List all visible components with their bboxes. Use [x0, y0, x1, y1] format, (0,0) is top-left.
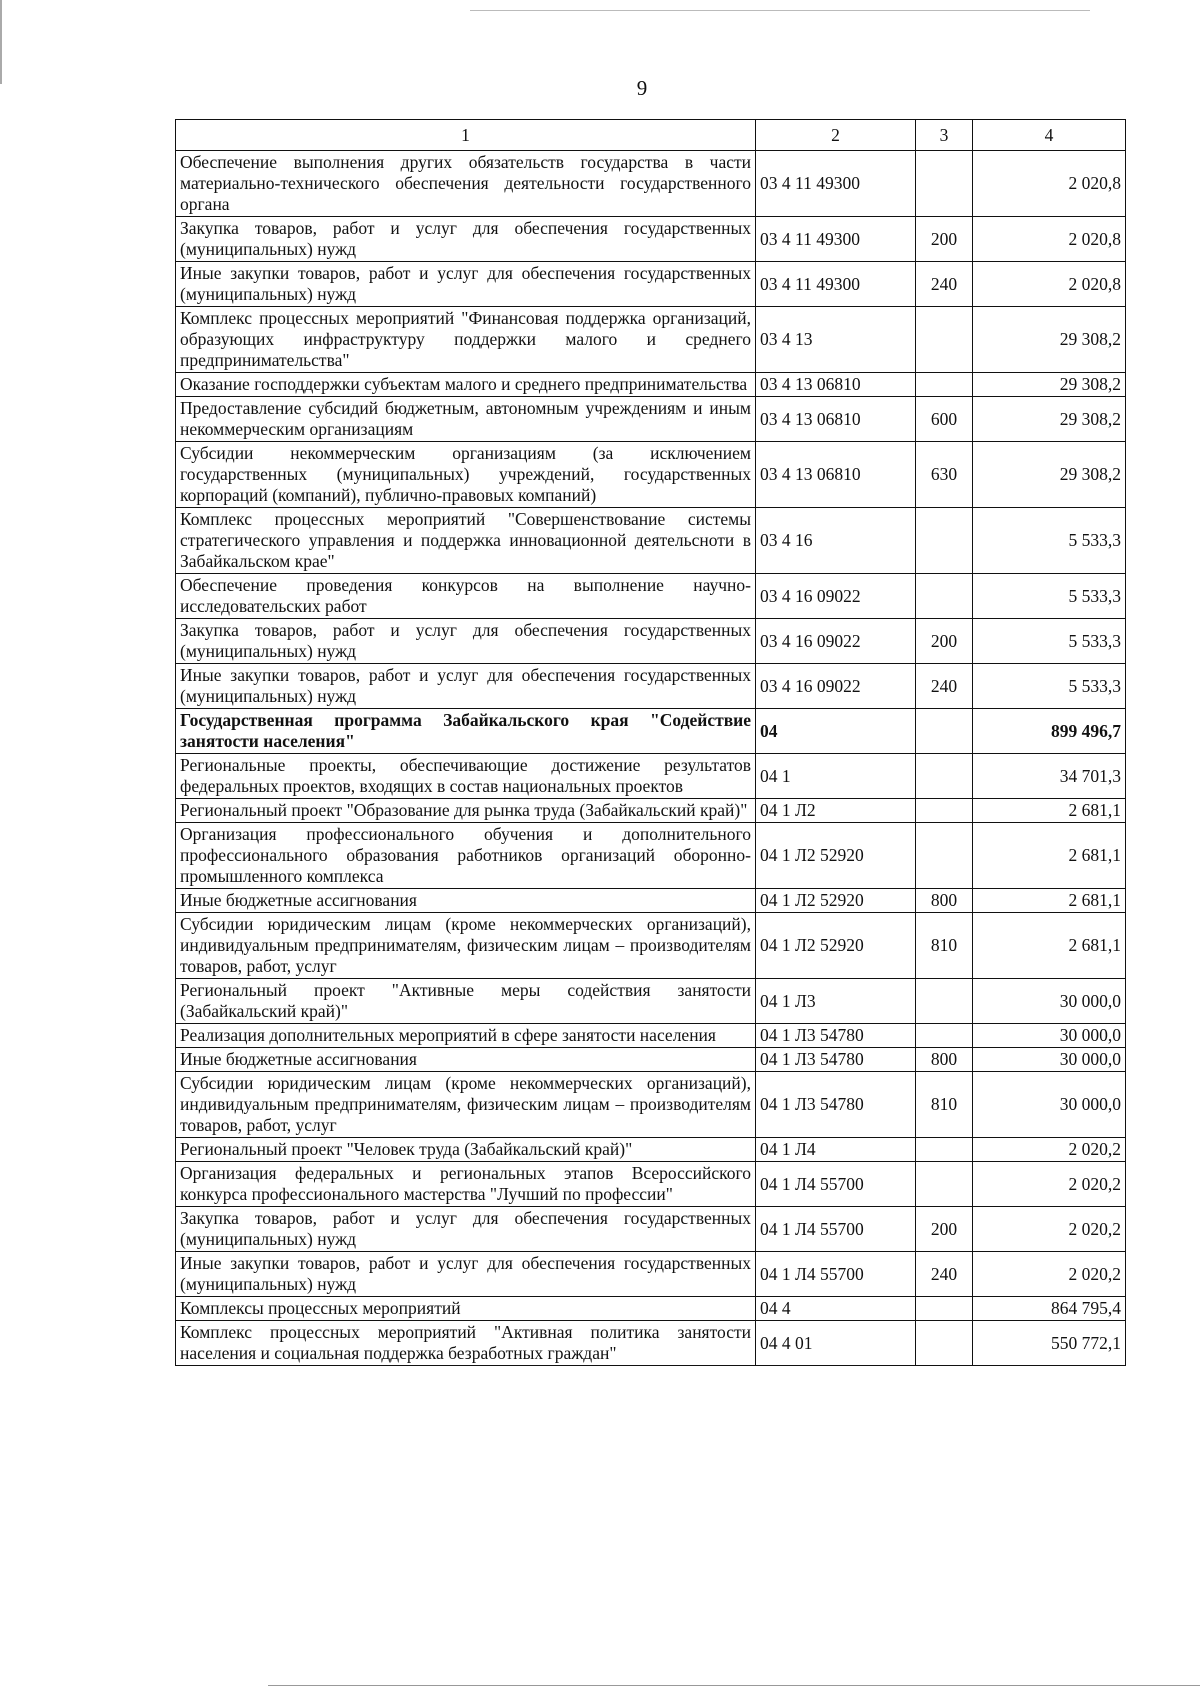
table-row: [176, 1207, 1126, 1252]
row-sum: 2 681,1: [973, 889, 1126, 913]
row-name: Обеспечение проведения конкурсов на выполнение научно-исследовательских работ: [176, 574, 756, 619]
table-row: [176, 307, 1126, 373]
row-code: 03 4 16 09022: [756, 574, 916, 619]
table-row: [176, 262, 1126, 307]
row-sum: 29 308,2: [973, 397, 1126, 442]
row-name: Организация профессионального обучения и дополнительного профессионального образования работников организаций оборонно-промышленного комплекса: [176, 823, 756, 889]
table-row: [176, 1138, 1126, 1162]
row-code: 03 4 16 09022: [756, 619, 916, 664]
scan-line-top: [470, 10, 1090, 11]
row-sum: 5 533,3: [973, 574, 1126, 619]
table-row: [176, 1072, 1126, 1138]
row-kvr: 630: [916, 442, 973, 508]
table-row: [176, 1048, 1126, 1072]
table-row: [176, 664, 1126, 709]
row-sum: 2 020,8: [973, 151, 1126, 217]
scan-edge-artifact: [0, 0, 2, 84]
row-name: Закупка товаров, работ и услуг для обеспечения государственных (муниципальных) нужд: [176, 1207, 756, 1252]
row-sum: 2 020,8: [973, 217, 1126, 262]
table-row: [176, 1024, 1126, 1048]
row-code: 04 1 Л4 55700: [756, 1252, 916, 1297]
row-sum: 5 533,3: [973, 619, 1126, 664]
row-name: Комплекс процессных мероприятий "Активная политика занятости населения и социальная поддержка безработных граждан": [176, 1321, 756, 1366]
row-kvr: [916, 373, 973, 397]
row-code: 04 1 Л2 52920: [756, 913, 916, 979]
row-name: Иные бюджетные ассигнования: [176, 889, 756, 913]
row-code: 03 4 13 06810: [756, 397, 916, 442]
row-kvr: [916, 508, 973, 574]
row-name: Предоставление субсидий бюджетным, автономным учреждениям и иным некоммерческим организациям: [176, 397, 756, 442]
table-row: [176, 1162, 1126, 1207]
row-kvr: [916, 709, 973, 754]
row-kvr: 240: [916, 262, 973, 307]
row-sum: 29 308,2: [973, 442, 1126, 508]
row-sum: 2 020,2: [973, 1252, 1126, 1297]
row-code: 04 1 Л3 54780: [756, 1048, 916, 1072]
table-row: [176, 397, 1126, 442]
row-kvr: 600: [916, 397, 973, 442]
header-col-code: 2: [756, 120, 916, 151]
table-row: [176, 823, 1126, 889]
row-sum: 30 000,0: [973, 979, 1126, 1024]
row-code: 03 4 11 49300: [756, 151, 916, 217]
row-code: 04 1 Л3 54780: [756, 1024, 916, 1048]
row-code: 03 4 11 49300: [756, 262, 916, 307]
row-kvr: [916, 1162, 973, 1207]
row-kvr: [916, 151, 973, 217]
table-row: [176, 1321, 1126, 1366]
row-sum: 30 000,0: [973, 1048, 1126, 1072]
header-col-kvr: 3: [916, 120, 973, 151]
row-sum: 30 000,0: [973, 1072, 1126, 1138]
row-name: Иные бюджетные ассигнования: [176, 1048, 756, 1072]
row-name: Субсидии юридическим лицам (кроме некоммерческих организаций), индивидуальным предпринимателям, физическим лицам – производителям товаров, работ, услуг: [176, 913, 756, 979]
table-row: [176, 979, 1126, 1024]
row-code: 04 1 Л4 55700: [756, 1207, 916, 1252]
page-number: 9: [636, 76, 648, 100]
row-kvr: 200: [916, 1207, 973, 1252]
budget-table: [175, 119, 1126, 1366]
row-kvr: 810: [916, 1072, 973, 1138]
table-row: [176, 1297, 1126, 1321]
row-sum: 2 020,2: [973, 1207, 1126, 1252]
table-header: [176, 120, 1126, 151]
row-name: Комплекс процессных мероприятий "Совершенствование системы стратегического управления и поддержка инновационной деятельсноти в Забайкальском крае": [176, 508, 756, 574]
row-code: 04 1: [756, 754, 916, 799]
row-kvr: 200: [916, 619, 973, 664]
row-name: Иные закупки товаров, работ и услуг для обеспечения государственных (муниципальных) нужд: [176, 1252, 756, 1297]
row-kvr: 800: [916, 1048, 973, 1072]
header-col-name: 1: [176, 120, 756, 151]
row-name: Субсидии некоммерческим организациям (за исключением государственных (муниципальных) учреждений, государственных корпораций (компаний), публично-правовых компаний): [176, 442, 756, 508]
row-name: Региональный проект "Образование для рынка труда (Забайкальский край)": [176, 799, 756, 823]
row-sum: 899 496,7: [973, 709, 1126, 754]
table-row: [176, 709, 1126, 754]
row-sum: 2 020,2: [973, 1162, 1126, 1207]
row-sum: 30 000,0: [973, 1024, 1126, 1048]
row-code: 04 4 01: [756, 1321, 916, 1366]
row-kvr: 200: [916, 217, 973, 262]
row-name: Закупка товаров, работ и услуг для обеспечения государственных (муниципальных) нужд: [176, 217, 756, 262]
table-row: [176, 913, 1126, 979]
row-code: 04 4: [756, 1297, 916, 1321]
row-kvr: 810: [916, 913, 973, 979]
table-row: [176, 799, 1126, 823]
row-kvr: [916, 1297, 973, 1321]
row-sum: 2 681,1: [973, 913, 1126, 979]
row-kvr: [916, 979, 973, 1024]
row-sum: 5 533,3: [973, 664, 1126, 709]
row-kvr: [916, 574, 973, 619]
row-name: Комплексы процессных мероприятий: [176, 1297, 756, 1321]
row-sum: 29 308,2: [973, 307, 1126, 373]
table-row: [176, 889, 1126, 913]
row-code: 03 4 13: [756, 307, 916, 373]
row-sum: 2 681,1: [973, 799, 1126, 823]
row-kvr: [916, 799, 973, 823]
row-kvr: 240: [916, 664, 973, 709]
table-row: [176, 619, 1126, 664]
row-name: Организация федеральных и региональных этапов Всероссийского конкурса профессионального мастерства "Лучший по профессии": [176, 1162, 756, 1207]
row-name: Региональный проект "Активные меры содействия занятости (Забайкальский край)": [176, 979, 756, 1024]
row-code: 04 1 Л4: [756, 1138, 916, 1162]
row-sum: 2 020,2: [973, 1138, 1126, 1162]
row-sum: 5 533,3: [973, 508, 1126, 574]
table-row: [176, 508, 1126, 574]
row-name: Субсидии юридическим лицам (кроме некоммерческих организаций), индивидуальным предпринимателям, физическим лицам – производителям товаров, работ, услуг: [176, 1072, 756, 1138]
row-kvr: [916, 823, 973, 889]
table-row: [176, 217, 1126, 262]
row-sum: 2 020,8: [973, 262, 1126, 307]
row-sum: 2 681,1: [973, 823, 1126, 889]
row-name: Иные закупки товаров, работ и услуг для обеспечения государственных (муниципальных) нужд: [176, 262, 756, 307]
table-row: [176, 442, 1126, 508]
row-name: Иные закупки товаров, работ и услуг для обеспечения государственных (муниципальных) нужд: [176, 664, 756, 709]
table-row: [176, 574, 1126, 619]
row-code: 04 1 Л3: [756, 979, 916, 1024]
row-kvr: 240: [916, 1252, 973, 1297]
row-kvr: [916, 1138, 973, 1162]
row-code: 04 1 Л2 52920: [756, 889, 916, 913]
header-row: [176, 120, 1126, 151]
row-sum: 550 772,1: [973, 1321, 1126, 1366]
table-row: [176, 151, 1126, 217]
row-kvr: [916, 754, 973, 799]
header-col-sum: 4: [973, 120, 1126, 151]
table-body: [176, 151, 1126, 1366]
row-code: 04 1 Л2 52920: [756, 823, 916, 889]
row-name: Комплекс процессных мероприятий "Финансовая поддержка организаций, образующих инфраструктуру поддержки малого и среднего предпринимательства": [176, 307, 756, 373]
row-code: 04 1 Л3 54780: [756, 1072, 916, 1138]
row-code: 03 4 13 06810: [756, 373, 916, 397]
row-code: 04 1 Л2: [756, 799, 916, 823]
table-row: [176, 754, 1126, 799]
row-sum: 29 308,2: [973, 373, 1126, 397]
row-code: 03 4 11 49300: [756, 217, 916, 262]
row-kvr: [916, 307, 973, 373]
row-name: Реализация дополнительных мероприятий в сфере занятости населения: [176, 1024, 756, 1048]
row-code: 03 4 16 09022: [756, 664, 916, 709]
row-sum: 34 701,3: [973, 754, 1126, 799]
row-name: Региональный проект "Человек труда (Забайкальский край)": [176, 1138, 756, 1162]
table-row: [176, 373, 1126, 397]
row-code: 04: [756, 709, 916, 754]
row-sum: 864 795,4: [973, 1297, 1126, 1321]
row-kvr: [916, 1321, 973, 1366]
row-kvr: 800: [916, 889, 973, 913]
row-kvr: [916, 1024, 973, 1048]
row-code: 03 4 13 06810: [756, 442, 916, 508]
row-code: 03 4 16: [756, 508, 916, 574]
row-code: 04 1 Л4 55700: [756, 1162, 916, 1207]
row-name: Оказание господдержки субъектам малого и среднего предпринимательства: [176, 373, 756, 397]
scan-line-bottom: [268, 1685, 1200, 1686]
row-name: Региональные проекты, обеспечивающие достижение результатов федеральных проектов, входящих в состав национальных проектов: [176, 754, 756, 799]
row-name: Обеспечение выполнения других обязательств государства в части материально-технического обеспечения деятельности государственного органа: [176, 151, 756, 217]
table-row: [176, 1252, 1126, 1297]
row-name: Государственная программа Забайкальского края "Содействие занятости населения": [176, 709, 756, 754]
row-name: Закупка товаров, работ и услуг для обеспечения государственных (муниципальных) нужд: [176, 619, 756, 664]
